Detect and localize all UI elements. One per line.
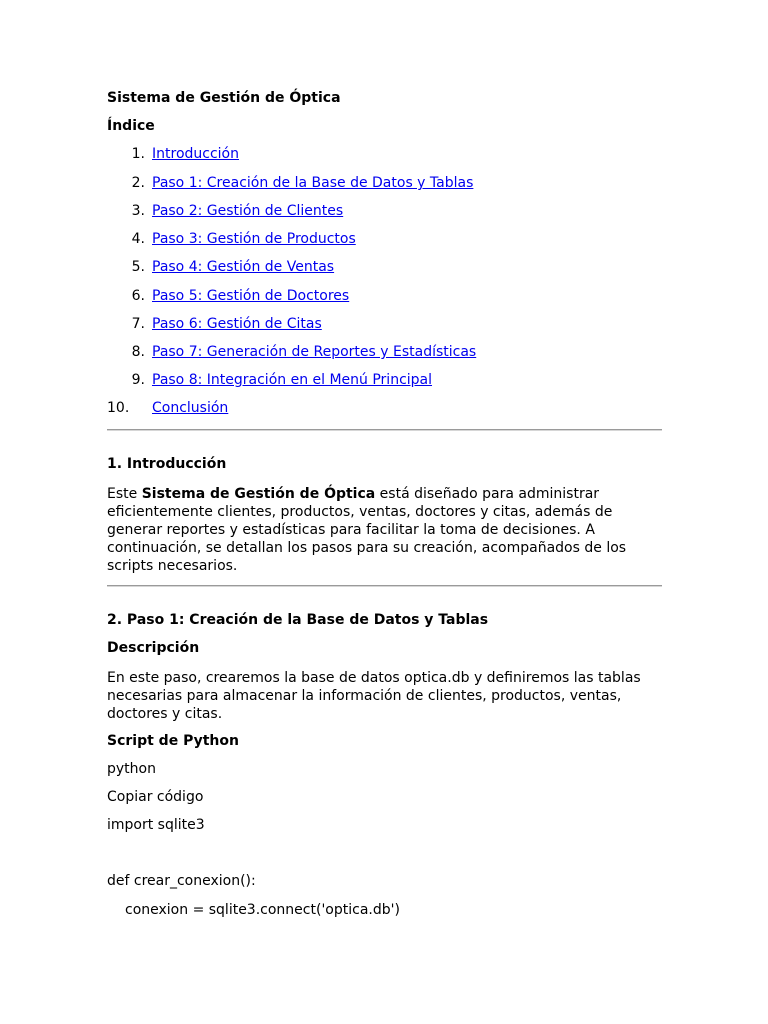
index-link-introduccion[interactable]: Introducción bbox=[152, 146, 239, 162]
index-link-paso-7[interactable]: Paso 7: Generación de Reportes y Estadísticas bbox=[152, 344, 477, 360]
intro-paragraph bbox=[107, 485, 662, 575]
index-item-number: 6. bbox=[131, 288, 145, 304]
step1-description-heading: Descripción bbox=[107, 640, 200, 656]
script-heading: Script de Python bbox=[107, 733, 239, 749]
index-item-number: 8. bbox=[131, 344, 145, 360]
intro-text-end: está diseñado para administrar eficientemente clientes, productos, ventas, doctores y citas, además de generar reportes y estadísticas para facilitar la toma de decisiones. A continuación, se detallan los pasos para su creación, acompañados de los scripts necesarios. bbox=[107, 486, 627, 574]
index-item bbox=[107, 231, 662, 251]
index-link-paso-3[interactable]: Paso 3: Gestión de Productos bbox=[152, 231, 356, 247]
index-item bbox=[107, 316, 662, 336]
index-item bbox=[107, 400, 662, 420]
step1-description-text: En este paso, crearemos la base de datos optica.db y definiremos las tablas necesarias para almacenar la información de clientes, productos, ventas, doctores y citas. bbox=[107, 670, 641, 722]
index-item-number: 2. bbox=[131, 175, 145, 191]
intro-heading: 1. Introducción bbox=[107, 456, 227, 472]
document-title: Sistema de Gestión de Óptica bbox=[107, 90, 341, 106]
intro-text-bold: Sistema de Gestión de Óptica bbox=[141, 486, 376, 502]
index-link-paso-5[interactable]: Paso 5: Gestión de Doctores bbox=[152, 288, 350, 304]
index-item-number: 9. bbox=[131, 372, 145, 388]
index-item-number: 1. bbox=[131, 146, 145, 162]
index-item bbox=[107, 372, 662, 392]
step1-heading: 2. Paso 1: Creación de la Base de Datos y Tablas bbox=[107, 612, 489, 628]
code-language-label: python bbox=[107, 761, 156, 777]
copy-code-button[interactable]: Copiar código bbox=[107, 789, 204, 805]
index-item-number: 10. bbox=[107, 400, 130, 416]
index-heading: Índice bbox=[107, 118, 155, 134]
index-item bbox=[107, 175, 662, 195]
index-link-paso-1[interactable]: Paso 1: Creación de la Base de Datos y Tablas bbox=[152, 175, 474, 191]
index-item bbox=[107, 259, 662, 279]
index-item bbox=[107, 203, 662, 223]
index-link-paso-4[interactable]: Paso 4: Gestión de Ventas bbox=[152, 259, 335, 275]
index-link-paso-2[interactable]: Paso 2: Gestión de Clientes bbox=[152, 203, 344, 219]
intro-text-start: Este bbox=[107, 486, 142, 502]
index-item bbox=[107, 344, 662, 364]
code-line: import sqlite3 bbox=[107, 817, 205, 833]
index-item bbox=[107, 146, 662, 166]
index-link-paso-8[interactable]: Paso 8: Integración en el Menú Principal bbox=[152, 372, 433, 388]
index-item-number: 5. bbox=[131, 259, 145, 275]
code-line: def crear_conexion(): bbox=[107, 873, 256, 889]
index-item-number: 4. bbox=[131, 231, 145, 247]
section-divider bbox=[107, 429, 662, 431]
index-link-paso-6[interactable]: Paso 6: Gestión de Citas bbox=[152, 316, 322, 332]
index-item bbox=[107, 288, 662, 308]
index-item-number: 3. bbox=[131, 203, 145, 219]
section-divider bbox=[107, 585, 662, 587]
index-item-number: 7. bbox=[131, 316, 145, 332]
code-line: conexion = sqlite3.connect('optica.db') bbox=[125, 902, 400, 918]
index-link-conclusion[interactable]: Conclusión bbox=[152, 400, 229, 416]
